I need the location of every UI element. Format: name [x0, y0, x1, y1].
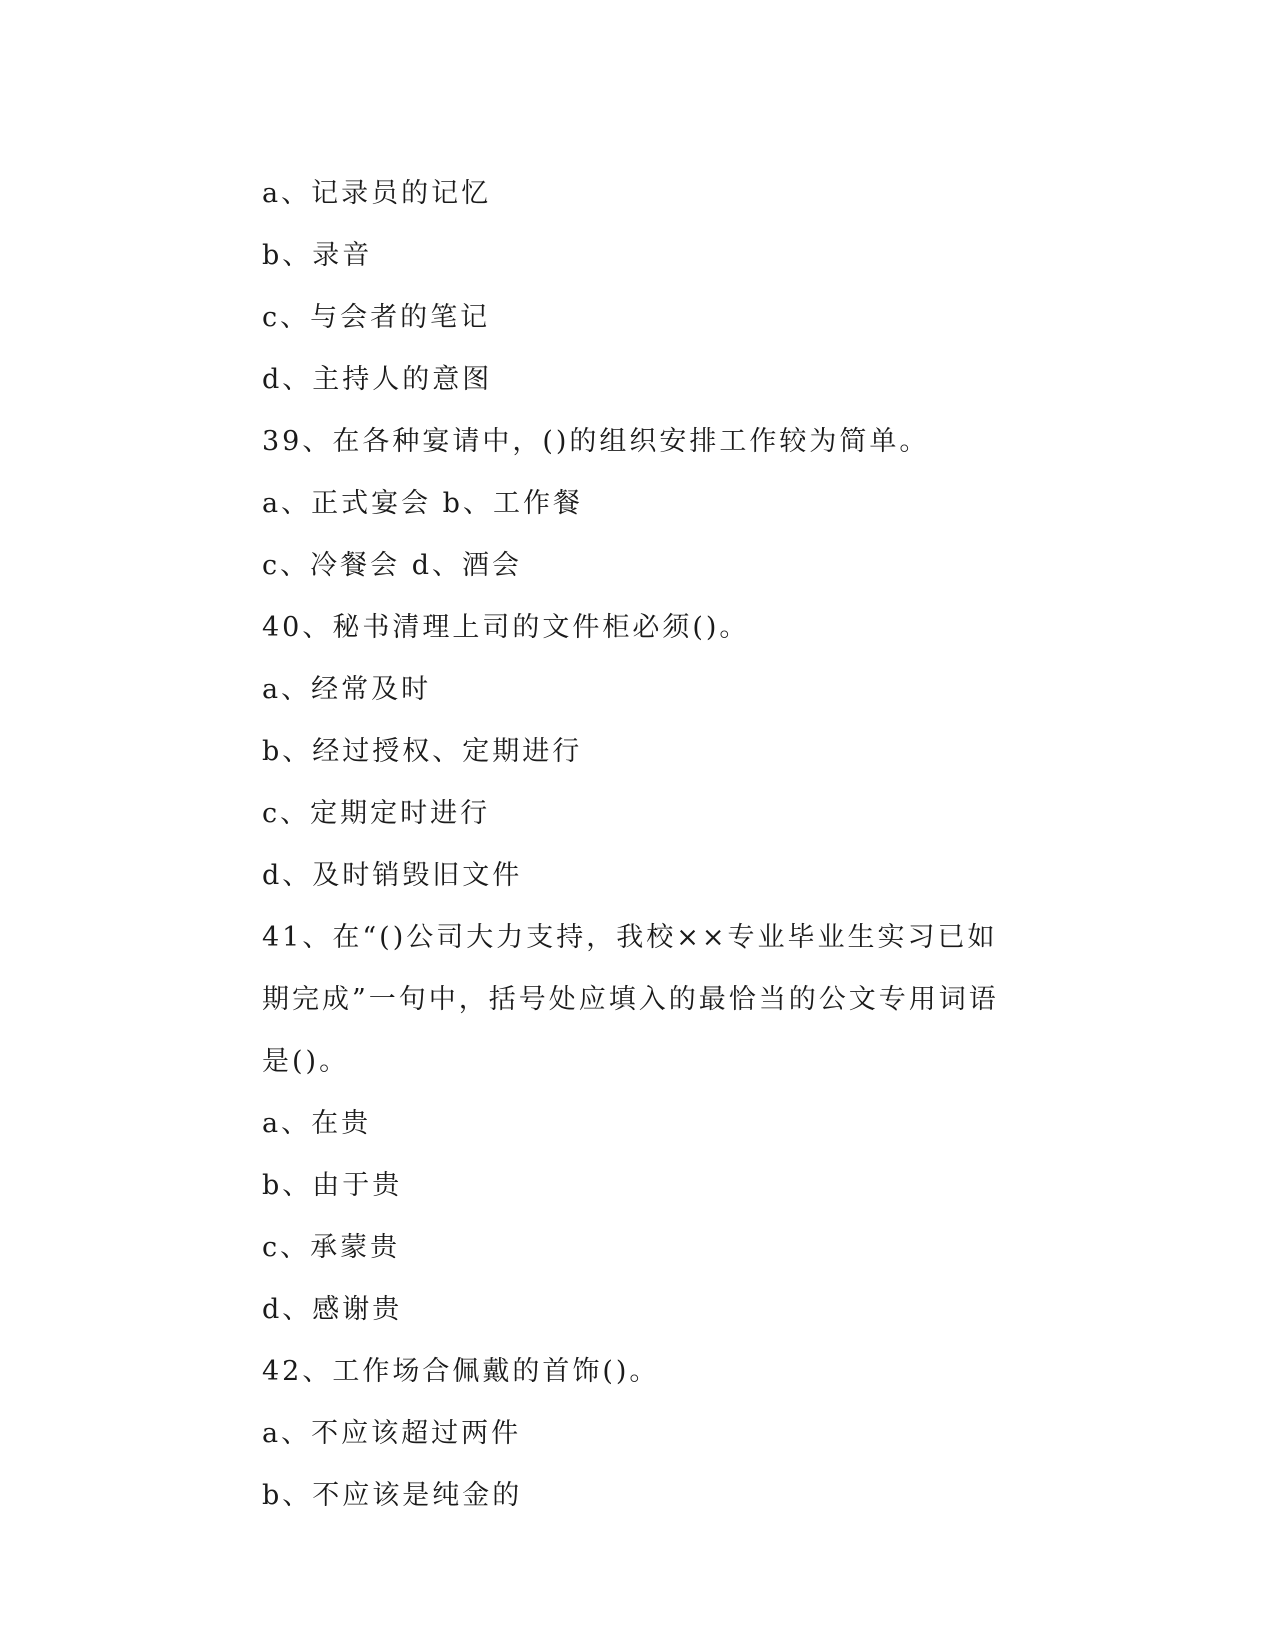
option-line: c、定期定时进行	[262, 798, 491, 829]
option-line: a、不应该超过两件	[262, 1418, 522, 1449]
option-line: a、记录员的记忆	[262, 178, 492, 209]
question-39: 39、在各种宴请中，()的组织安排工作较为简单。	[262, 426, 930, 457]
option-line: b、录音	[262, 240, 373, 271]
option-line: b、不应该是纯金的	[262, 1480, 523, 1511]
option-line: a、在贵	[262, 1108, 372, 1139]
question-42: 42、工作场合佩戴的首饰()。	[262, 1356, 660, 1387]
option-line: d、及时销毁旧文件	[262, 860, 523, 891]
question-41: 41、在“()公司大力支持，我校××专业毕业生实习已如期完成”一句中，括号处应填入的最恰当的公文专用词语是()。	[262, 922, 999, 1077]
option-line: c、冷餐会 d、酒会	[262, 550, 522, 581]
document-body	[262, 163, 1022, 1527]
option-line: a、正式宴会 b、工作餐	[262, 488, 583, 519]
option-line: b、由于贵	[262, 1170, 403, 1201]
question-40: 40、秘书清理上司的文件柜必须()。	[262, 612, 750, 643]
option-line: d、主持人的意图	[262, 364, 493, 395]
option-line: d、感谢贵	[262, 1294, 403, 1325]
option-line: b、经过授权、定期进行	[262, 736, 583, 767]
option-line: c、承蒙贵	[262, 1232, 401, 1263]
option-line: c、与会者的笔记	[262, 302, 491, 333]
option-line: a、经常及时	[262, 674, 432, 705]
